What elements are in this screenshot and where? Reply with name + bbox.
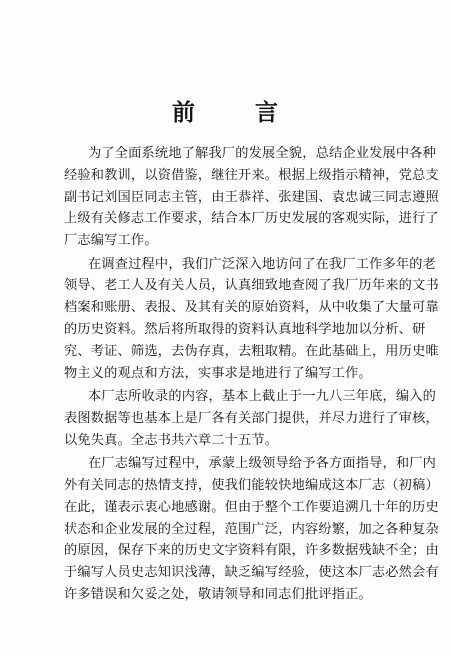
text-line: 于编写人员史志知识浅薄，缺乏编写经验，使这本厂志必然会有 [64, 565, 439, 581]
text-line: 在调查过程中，我们广泛深入地访问了在我厂工作多年的老 [88, 256, 437, 272]
text-line: 上级有关修志工作要求，结合本厂历史发展的客观实际，进行了 [64, 211, 439, 227]
paragraph-4 [64, 453, 439, 606]
text-line: 厂志编写工作。 [64, 233, 158, 249]
text-line: 经验和教训，以资借鉴，继往开来。根据上级指示精神，党总支 [64, 167, 439, 183]
paragraph-1 [64, 143, 439, 252]
text-line: 副书记刘国臣同志主管，由王恭祥、张建国、袁忠诚三同志遵照 [64, 189, 439, 205]
text-line: 本厂志所收录的内容，基本上截止于一九八三年底，编入的 [88, 389, 437, 405]
text-line: 领导、老工人及有关人员，认真细致地查阅了我厂历年来的文书 [64, 278, 439, 294]
text-line: 的原因，保存下来的历史文字资料有限，许多数据残缺不全；由 [64, 543, 439, 559]
text-line: 在厂志编写过程中，承蒙上级领导给予各方面指导，和厂内 [88, 456, 437, 472]
text-line: 状态和企业发展的全过程，范围广泛，内容纷繁，加之各种复杂 [64, 521, 439, 537]
text-line: 表图数据等也基本上是厂各有关部门提供，并尽力进行了审核， [64, 410, 439, 426]
paragraph-2 [64, 254, 439, 385]
page-title: 前 言 [171, 100, 304, 126]
paragraph-3 [64, 386, 439, 451]
text-line: 为了全面系统地了解我厂的发展全貌，总结企业发展中各种 [88, 146, 437, 161]
text-line: 在此，谨表示衷心地感谢。但由于整个工作要追溯几十年的历史 [64, 499, 439, 515]
text-line: 的历史资料。然后将所取得的资料认真地科学地加以分析、研 [64, 322, 426, 338]
preface-body [64, 143, 439, 607]
text-line: 物主义的观点和方法，实事求是地进行了编写工作。 [64, 365, 372, 381]
text-line: 档案和账册、表报、及其有关的原始资料，从中收集了大量可靠 [64, 300, 439, 316]
text-line: 以免失真。全志书共六章二十五节。 [64, 432, 279, 448]
text-line: 究、考证、筛选，去伪存真，去粗取精。在此基础上，用历史唯 [64, 343, 439, 359]
text-line: 许多错误和欠妥之处，敬请领导和同志们批评指正。 [64, 587, 372, 602]
text-line: 外有关同志的热情支持，使我们能较快地编成这本厂志（初稿） [64, 478, 439, 494]
